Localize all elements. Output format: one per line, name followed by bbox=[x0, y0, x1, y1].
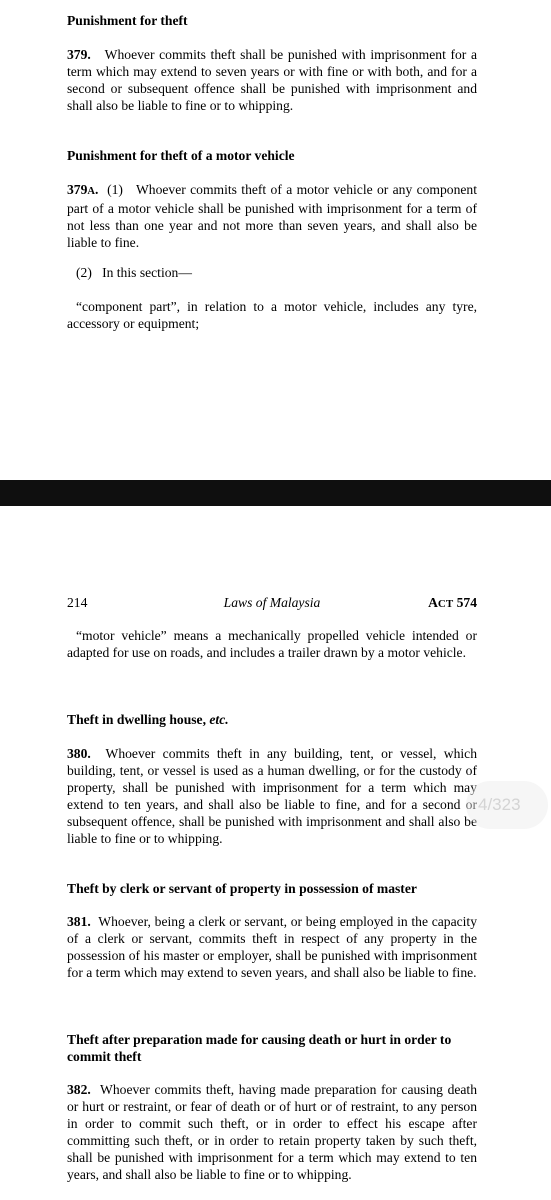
section-380-paragraph bbox=[67, 745, 477, 847]
page-number: 214 bbox=[67, 595, 88, 610]
section-379-text: Whoever commits theft shall be punished with imprisonment for a term which may extend to seven years or with fine or with both, and for a second or subsequent offence shall be punished with imprisonment and shall also be liable to fine or to whipping. bbox=[67, 47, 477, 113]
section-number-379: 379. bbox=[67, 47, 91, 62]
section-382-text: Whoever commits theft, having made preparation for causing death or hurt or restraint, or fear of death or of hurt or of restraint, to any person in order to commit such theft, or in order to effect his escape after committing such theft, or in order to retain property taken by such theft, shall be punished with imprisonment for a term which may extend to ten years, and shall also be liable to fine or to whipping. bbox=[67, 1082, 478, 1182]
section-382-paragraph bbox=[67, 1081, 477, 1183]
act-number: ACT 574 bbox=[428, 595, 477, 610]
definition-component-part: “component part”, in relation to a motor vehicle, includes any tyre, accessory or equipment; bbox=[67, 299, 477, 331]
section-number-382: 382. bbox=[67, 1082, 91, 1097]
section-heading-381: Theft by clerk or servant of property in possession of master bbox=[67, 881, 417, 896]
page-separator bbox=[0, 480, 551, 506]
section-379-paragraph bbox=[67, 46, 477, 114]
section-381-paragraph bbox=[67, 913, 477, 981]
section-381-text: Whoever, being a clerk or servant, or being employed in the capacity of a clerk or servant, commits theft in respect of any property in the possession of his master or employer, shall be punished with imprisonment for a term which may extend to seven years, and shall also be liable to fine. bbox=[67, 914, 478, 980]
section-number-379a: 379A. bbox=[67, 182, 99, 197]
section-heading-379a: Punishment for theft of a motor vehicle bbox=[67, 148, 295, 163]
section-379a-subsection-1-text: Whoever commits theft of a motor vehicle or any component part of a motor vehicle shall be punished with imprisonment for a term of not less than one year and not more than seven years, and shall also be liable to fine. bbox=[67, 182, 478, 250]
document-page-top bbox=[0, 0, 551, 480]
definition-motor-vehicle: “motor vehicle” means a mechanically propelled vehicle intended or adapted for use on roads, and includes a trailer drawn by a motor vehicle. bbox=[67, 628, 477, 660]
section-379a-subsection-2 bbox=[67, 264, 477, 281]
running-header bbox=[67, 595, 477, 613]
section-heading-379: Punishment for theft bbox=[67, 13, 188, 28]
section-number-381: 381. bbox=[67, 914, 91, 929]
section-heading-380: Theft in dwelling house, etc. bbox=[67, 712, 229, 727]
running-header-title: Laws of Malaysia bbox=[223, 595, 321, 610]
subsection-2-text: In this section— bbox=[102, 265, 192, 280]
subsection-marker-2: (2) bbox=[76, 265, 92, 280]
page-indicator: 4/323 bbox=[466, 781, 548, 829]
section-number-380: 380. bbox=[67, 746, 91, 761]
section-heading-382: Theft after preparation made for causing death or hurt in order to commit theft bbox=[67, 1032, 452, 1064]
section-379a-paragraph bbox=[67, 181, 477, 251]
section-380-text: Whoever commits theft in any building, tent, or vessel, which building, tent, or vessel is used as a human dwelling, or for the custody of property, shall be punished with imprisonment for a term which may extend to ten years, and shall also be liable to fine, and for a second or subsequent offence, shall be punished with imprisonment and shall also be liable to fine or to whipping. bbox=[67, 746, 478, 846]
subsection-marker-1: (1) bbox=[107, 182, 123, 197]
